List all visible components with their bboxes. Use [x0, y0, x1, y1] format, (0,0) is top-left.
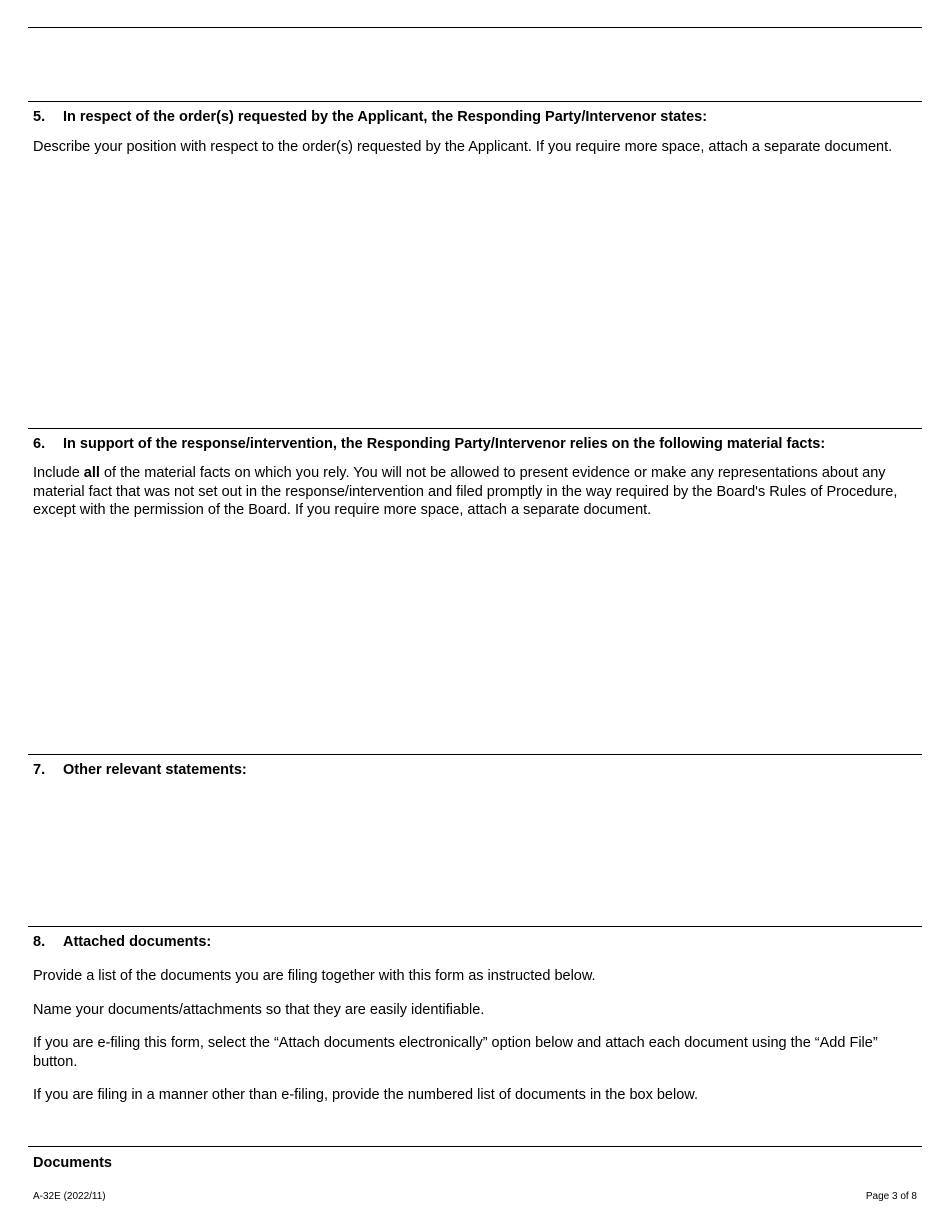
page-number: Page 3 of 8 [865, 1191, 917, 1202]
section-8 [28, 934, 922, 1105]
section-8-title [28, 934, 922, 951]
section-6 [28, 436, 922, 520]
section-6-heading: In support of the response/intervention, the Responding Party/Intervenor relies on the following material facts: [63, 436, 826, 452]
documents-label: Documents [33, 1155, 112, 1171]
section-7-heading: Other relevant statements: [63, 762, 247, 778]
section-5-instructions: Describe your position with respect to the order(s) requested by the Applicant. If you require more space, attach a separate document. [33, 139, 893, 155]
section-7-number: 7. [33, 762, 46, 778]
form-code: A-32E (2022/11) [33, 1191, 106, 1202]
section-7-title [28, 762, 922, 779]
previous-section-answer-area[interactable] [28, 28, 922, 100]
section-5-title [28, 109, 922, 126]
section-8-paragraph-2: Name your documents/attachments so that they are easily identifiable. [33, 1001, 485, 1018]
section-6-divider [28, 428, 922, 429]
section-6-instructions-emphasis: all [83, 465, 100, 481]
section-8-heading: Attached documents: [63, 934, 212, 950]
section-7 [28, 762, 922, 779]
section-5-heading: In respect of the order(s) requested by the Applicant, the Responding Party/Intervenor states: [63, 109, 708, 125]
section-5 [28, 109, 922, 157]
section-6-instructions [28, 464, 922, 520]
section-6-title [28, 436, 922, 453]
section-5-divider [28, 101, 922, 102]
section-6-instructions-rest: of the material facts on which you rely. You will not be allowed to present evidence or make any representations about any material fact that was not set out in the response/intervention and filed promptly in the way required by the Board's Rules of Procedure, except with the permission of the Board. If you require more space, attach a separate document. [33, 465, 898, 518]
section-5-answer-area[interactable] [28, 180, 922, 426]
section-8-divider [28, 926, 922, 927]
section-8-paragraph-4: If you are filing in a manner other than e-filing, provide the numbered list of documents in the box below. [33, 1087, 698, 1103]
section-7-divider [28, 754, 922, 755]
section-6-answer-area[interactable] [28, 525, 922, 752]
section-6-instructions-start: Include [33, 465, 84, 481]
section-7-answer-area[interactable] [28, 785, 922, 924]
section-8-number: 8. [33, 934, 46, 950]
section-6-number: 6. [33, 436, 46, 452]
documents-box[interactable] [28, 1147, 922, 1179]
section-8-paragraph-1: Provide a list of the documents you are filing together with this form as instructed below. [33, 968, 596, 984]
section-5-number: 5. [33, 109, 46, 125]
section-8-paragraph-3: If you are e-filing this form, select the “Attach documents electronically” option below and attach each document using the “Add File” button. [33, 1035, 878, 1070]
